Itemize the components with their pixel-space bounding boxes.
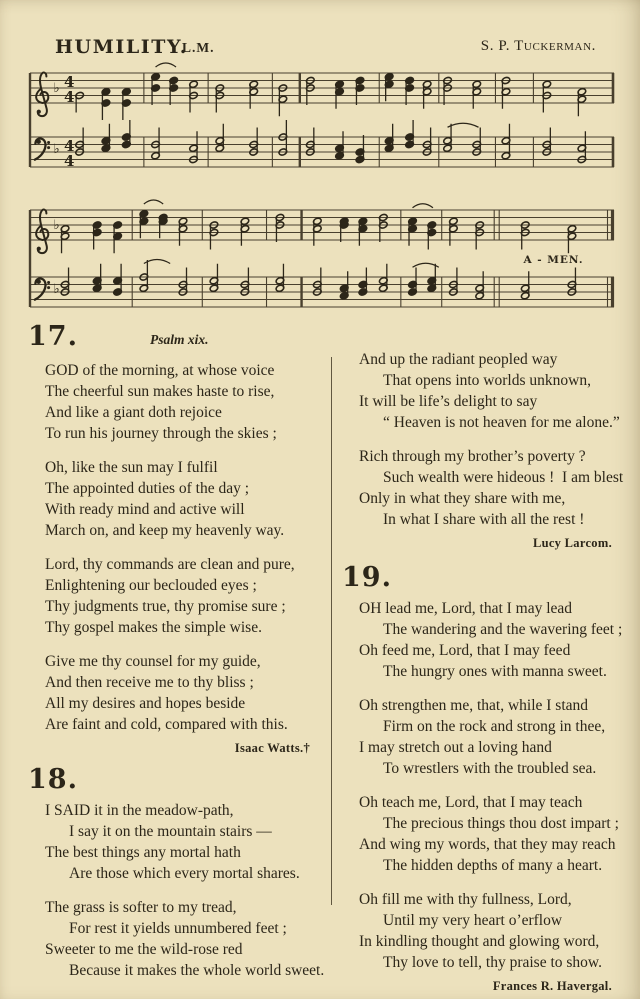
verse-line: Are those which every mortal shares.: [69, 865, 300, 882]
verse-line: Lord, thy commands are clean and pure,: [45, 556, 295, 573]
flat-sign: ♭: [53, 81, 60, 96]
verse-line: For rest it yields unnumbered feet ;: [69, 920, 287, 937]
tie-slur: [156, 63, 176, 67]
stanza: [45, 360, 330, 444]
stanza: [359, 598, 632, 682]
verse-line: The hidden depths of many a heart.: [383, 857, 603, 874]
hymn-subtitle: Psalm xix.: [150, 332, 209, 347]
verse-line: And wing my words, that they may reach: [359, 836, 616, 853]
stanza: [359, 446, 632, 530]
bass-clef-icon: [36, 139, 41, 144]
verse-line: Oh teach me, Lord, that I may teach: [359, 794, 583, 811]
verse-line: The best things any mortal hath: [45, 844, 241, 861]
stanza: [359, 792, 632, 876]
verse-line: All my desires and hopes beside: [45, 695, 246, 712]
hymn-tune-title: HUMILITY.: [55, 36, 188, 58]
treble-clef-icon: [36, 210, 48, 254]
hymn-number: 17.: [28, 321, 78, 352]
stanza: [359, 889, 632, 973]
time-signature: 4: [64, 88, 75, 106]
hymn-attribution: Isaac Watts.†: [234, 741, 310, 755]
verse-line: And up the radiant peopled way: [359, 351, 558, 368]
verse-line: Thy gospel makes the simple wise.: [45, 619, 262, 636]
time-signature: 4: [64, 73, 75, 91]
verse-line: GOD of the morning, at whose voice: [45, 362, 275, 379]
verse-line: Such wealth were hideous ! I am blest: [383, 469, 624, 486]
verse-line: To wrestlers with the troubled sea.: [383, 760, 597, 777]
verse-line: Only in what they share with me,: [359, 490, 566, 507]
treble-clef-icon: [36, 73, 48, 117]
verse-line: I say it on the mountain stairs —: [69, 823, 272, 840]
verse-line: The wandering and the wavering feet ;: [383, 621, 623, 638]
flat-sign: ♭: [53, 218, 60, 233]
tie-slur: [413, 204, 433, 208]
verse-line: Sweeter to me the wild-rose red: [45, 941, 243, 958]
verse-line: Thy love to tell, thy praise to show.: [383, 954, 602, 971]
bass-clef-icon: [36, 279, 41, 284]
treble-clef-icon: [37, 247, 41, 251]
bass-clef-icon: [47, 286, 50, 289]
flat-sign: ♭: [53, 142, 60, 157]
verse-line: Firm on the rock and strong in thee,: [383, 718, 606, 735]
left-column: [28, 318, 330, 994]
verse-line: In kindling thought and glowing word,: [359, 933, 600, 950]
verse-line: And then receive me to thy bliss ;: [45, 674, 254, 691]
hymn-number: 18.: [28, 764, 78, 795]
right-column: [342, 318, 632, 998]
verse-line: In what I share with all the rest !: [383, 511, 585, 528]
verse-line: Give me thy counsel for my guide,: [45, 653, 261, 670]
verse-line: Rich through my brother’s poverty ?: [359, 448, 586, 465]
composer-name: S. P. Tuckerman.: [480, 38, 596, 54]
stanza: [359, 349, 632, 433]
verse-line: The hungry ones with manna sweet.: [383, 663, 607, 680]
verse-line: Oh, like the sun may I fulfil: [45, 459, 218, 476]
verse-line: Enlightening our beclouded eyes ;: [45, 577, 257, 594]
verse-line: The precious things thou dost impart ;: [383, 815, 619, 832]
verse-line: Until my very heart o’erflow: [383, 912, 563, 929]
tie-slur: [448, 123, 479, 127]
flat-sign: ♭: [53, 282, 60, 297]
verse-line: March on, and keep my heavenly way.: [45, 522, 285, 539]
verse-line: OH lead me, Lord, that I may lead: [359, 600, 573, 617]
stanza: [45, 800, 330, 884]
bass-clef-icon: [47, 146, 50, 149]
verse-line: Thy judgments true, thy promise sure ;: [45, 598, 286, 615]
hymn-attribution: Frances R. Havergal.: [492, 979, 612, 993]
verse-line: And like a giant doth rejoice: [45, 404, 222, 421]
time-signature: 4: [64, 137, 75, 155]
hymn-meter: L.M.: [182, 40, 215, 55]
bass-clef-icon: [47, 281, 50, 284]
verse-line: Oh fill me with thy fullness, Lord,: [359, 891, 572, 908]
tie-slur: [144, 200, 163, 204]
verse-line: I may stretch out a loving hand: [359, 739, 552, 756]
verse-line: That opens into worlds unknown,: [383, 372, 591, 389]
verse-line: With ready mind and active will: [45, 501, 245, 518]
verse-line: The appointed duties of the day ;: [45, 480, 250, 497]
verse-line: Because it makes the whole world sweet.: [69, 962, 325, 979]
column-divider: [331, 357, 332, 905]
verse-line: The cheerful sun makes haste to rise,: [45, 383, 275, 400]
music-score: [0, 56, 640, 332]
amen-label: A - MEN.: [523, 254, 584, 266]
stanza: [45, 897, 330, 981]
verse-line: Oh feed me, Lord, that I may feed: [359, 642, 571, 659]
stanza: [359, 695, 632, 779]
stanza: [45, 457, 330, 541]
stanza: [45, 554, 330, 638]
verse-line: I SAID it in the meadow-path,: [45, 802, 234, 819]
verse-line: It will be life’s delight to say: [359, 393, 538, 410]
bass-clef-icon: [47, 141, 50, 144]
verse-line: The grass is softer to my tread,: [45, 899, 237, 916]
verse-line: To run his journey through the skies ;: [45, 425, 277, 442]
verse-line: “ Heaven is not heaven for me alone.”: [383, 414, 620, 431]
hymn-number: 19.: [342, 562, 392, 593]
stanza: [45, 651, 330, 735]
hymn-attribution: Lucy Larcom.: [532, 536, 612, 550]
verse-line: Are faint and cold, compared with this.: [45, 716, 288, 733]
verse-line: Oh strengthen me, that, while I stand: [359, 697, 589, 714]
treble-clef-icon: [37, 110, 41, 114]
time-signature: 4: [64, 152, 75, 170]
